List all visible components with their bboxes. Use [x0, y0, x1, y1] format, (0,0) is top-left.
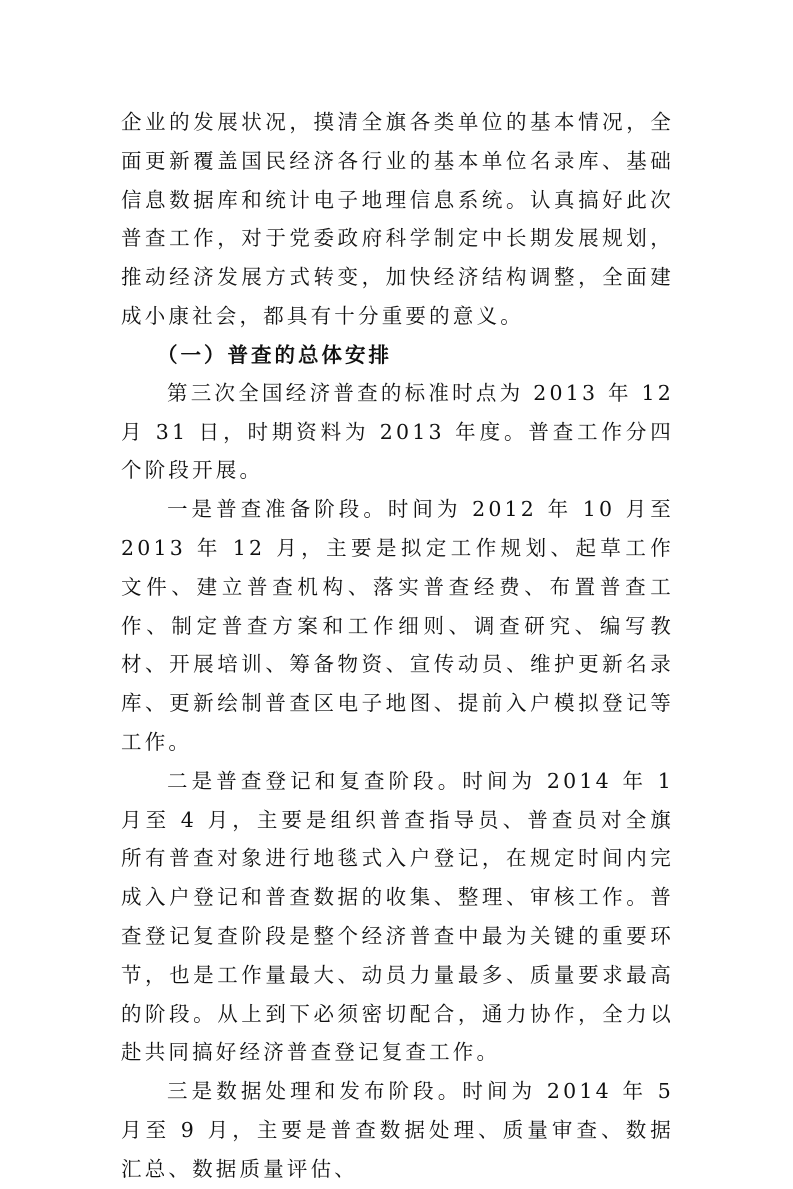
paragraph-stage-three-processing: 三是数据处理和发布阶段。时间为 2014 年 5 月至 9 月，主要是普查数据处理、质量审查、数据汇总、数据质量评估、 [121, 1079, 674, 1181]
paragraph-intro-continuation: 企业的发展状况，摸清全旗各类单位的基本情况，全面更新覆盖国民经济各行业的基本单位名录库、基础信息数据库和统计电子地理信息系统。认真搞好此次普查工作，对于党委政府科学制定中长期发展规划，推动经济发展方式转变，加快经济结构调整，全面建成小康社会，都具有十分重要的意义。 [121, 110, 674, 328]
document-page [121, 103, 674, 1189]
paragraph-standard-time: 第三次全国经济普查的标准时点为 2013 年 12 月 31 日，时期资料为 2013 年度。普查工作分四个阶段开展。 [121, 380, 674, 483]
section-heading-overall-arrangement: （一）普查的总体安排 [157, 342, 392, 367]
paragraph-stage-one-preparation: 一是普查准备阶段。时间为 2012 年 10 月至 2013 年 12 月，主要是拟定工作规划、起草工作文件、建立普查机构、落实普查经费、布置普查工作、制定普查方案和工作细则、调查研究、编写教材、开展培训、筹备物资、宣传动员、维护更新名录库、更新绘制普查区电子地图、提前入户模拟登记等工作。 [121, 497, 674, 754]
paragraph-stage-two-registration: 二是普查登记和复查阶段。时间为 2014 年 1 月至 4 月，主要是组织普查指导员、普查员对全旗所有普查对象进行地毯式入户登记，在规定时间内完成入户登记和普查数据的收集、整理、审核工作。普查登记复查阶段是整个经济普查中最为关键的重要环节，也是工作量最大、动员力量最多、质量要求最高的阶段。从上到下必须密切配合，通力协作，全力以赴共同搞好经济普查登记复查工作。 [121, 768, 674, 1065]
